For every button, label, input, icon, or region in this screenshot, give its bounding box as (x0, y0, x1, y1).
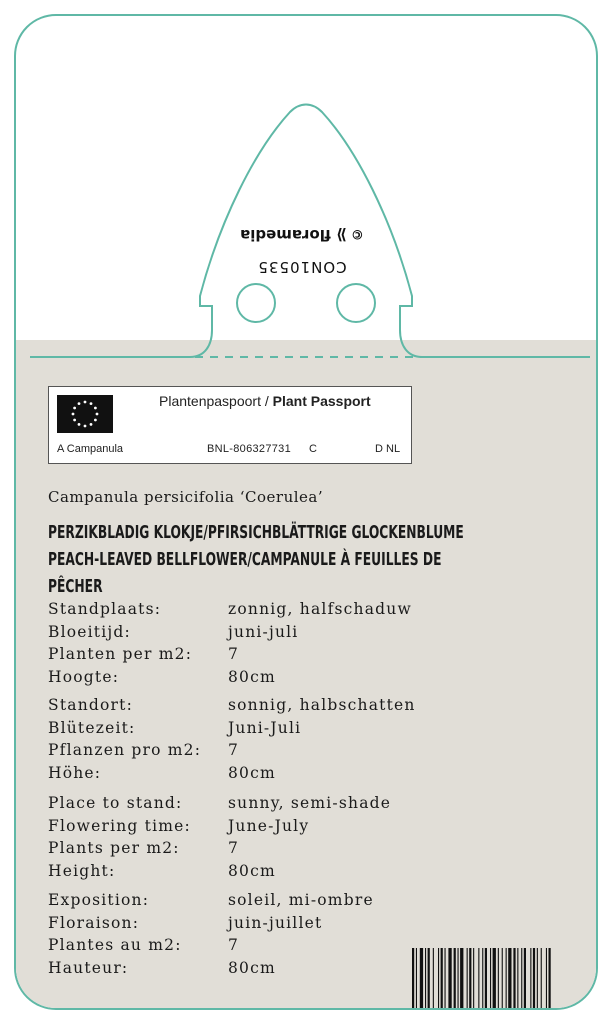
info-value: 80cm (228, 958, 276, 977)
info-label: Standplaats: (48, 600, 162, 618)
info-label: Hoogte: (48, 667, 120, 686)
passport-field-c: C (309, 443, 317, 455)
info-row (48, 959, 468, 982)
info-row (48, 623, 468, 646)
passport-field-a: A Campanula (57, 443, 124, 455)
info-value: 7 (228, 936, 240, 954)
info-row (48, 817, 468, 840)
info-row (48, 600, 468, 623)
passport-field-d: D NL (375, 443, 401, 455)
info-label: Flowering time: (48, 816, 191, 835)
info-row (48, 839, 468, 862)
passport-field-b: BNL-806327731 (207, 443, 292, 455)
latin-name: Campanula persicifolia ‘Coerulea’ (48, 488, 324, 506)
info-value: soleil, mi-ombre (228, 891, 374, 909)
info-row (48, 696, 468, 719)
info-label: Blütezeit: (48, 718, 136, 737)
info-value: 7 (228, 839, 240, 857)
info-row (48, 764, 468, 787)
info-block-fr (48, 891, 468, 981)
info-value: sunny, semi-shade (228, 794, 392, 812)
info-label: Height: (48, 861, 116, 880)
info-label: Hauteur: (48, 958, 129, 977)
info-value: 7 (228, 645, 240, 663)
info-label: Pflanzen pro m2: (48, 741, 202, 759)
info-row (48, 891, 468, 914)
info-value: June-July (228, 816, 310, 835)
common-name-line: PERZIKBLADIG KLOKJE/PFIRSICHBLÄTTRIGE GLOCKENBLUME (48, 523, 464, 543)
product-code: CON10535 (257, 258, 347, 276)
barcode-icon (410, 948, 598, 1008)
info-block-en (48, 794, 468, 884)
info-value: sonnig, halbschatten (228, 696, 416, 714)
info-value: zonnig, halfschaduw (228, 600, 412, 618)
logo-chevrons-icon: ⟫ (330, 226, 347, 244)
info-value: juin-juillet (228, 913, 323, 932)
info-row (48, 914, 468, 937)
info-row (48, 794, 468, 817)
info-value: 80cm (228, 861, 276, 880)
info-value: 80cm (228, 667, 276, 686)
info-value: Juni-Juli (228, 718, 302, 737)
eu-flag-icon (57, 395, 113, 433)
info-row (48, 936, 468, 959)
info-label: Exposition: (48, 891, 150, 909)
info-row (48, 645, 468, 668)
common-names (48, 520, 563, 601)
info-value: 80cm (228, 763, 276, 782)
info-block-de (48, 696, 468, 786)
info-row (48, 862, 468, 885)
info-label: Plantes au m2: (48, 936, 182, 954)
info-label: Bloeitijd: (48, 622, 131, 641)
info-label: Höhe: (48, 763, 102, 782)
info-label: Plants per m2: (48, 839, 180, 857)
brand-name: floramedia (240, 226, 331, 244)
copyright-icon: © (350, 226, 364, 241)
common-name-line: PEACH-LEAVED BELLFLOWER/CAMPANULE À FEUILLES DE (48, 550, 442, 570)
info-block-nl (48, 600, 468, 690)
info-value: 7 (228, 741, 240, 759)
info-label: Planten per m2: (48, 645, 193, 663)
plant-passport-box (48, 386, 412, 464)
info-value: juni-juli (228, 622, 299, 641)
common-name-line: PÊCHER (48, 577, 103, 597)
info-row (48, 741, 468, 764)
info-row (48, 668, 468, 691)
floramedia-logo (232, 226, 372, 244)
passport-title: Plantenpaspoort / Plant Passport (159, 393, 371, 409)
info-label: Floraison: (48, 913, 140, 932)
info-label: Standort: (48, 696, 133, 714)
info-label: Place to stand: (48, 794, 183, 812)
info-row (48, 719, 468, 742)
